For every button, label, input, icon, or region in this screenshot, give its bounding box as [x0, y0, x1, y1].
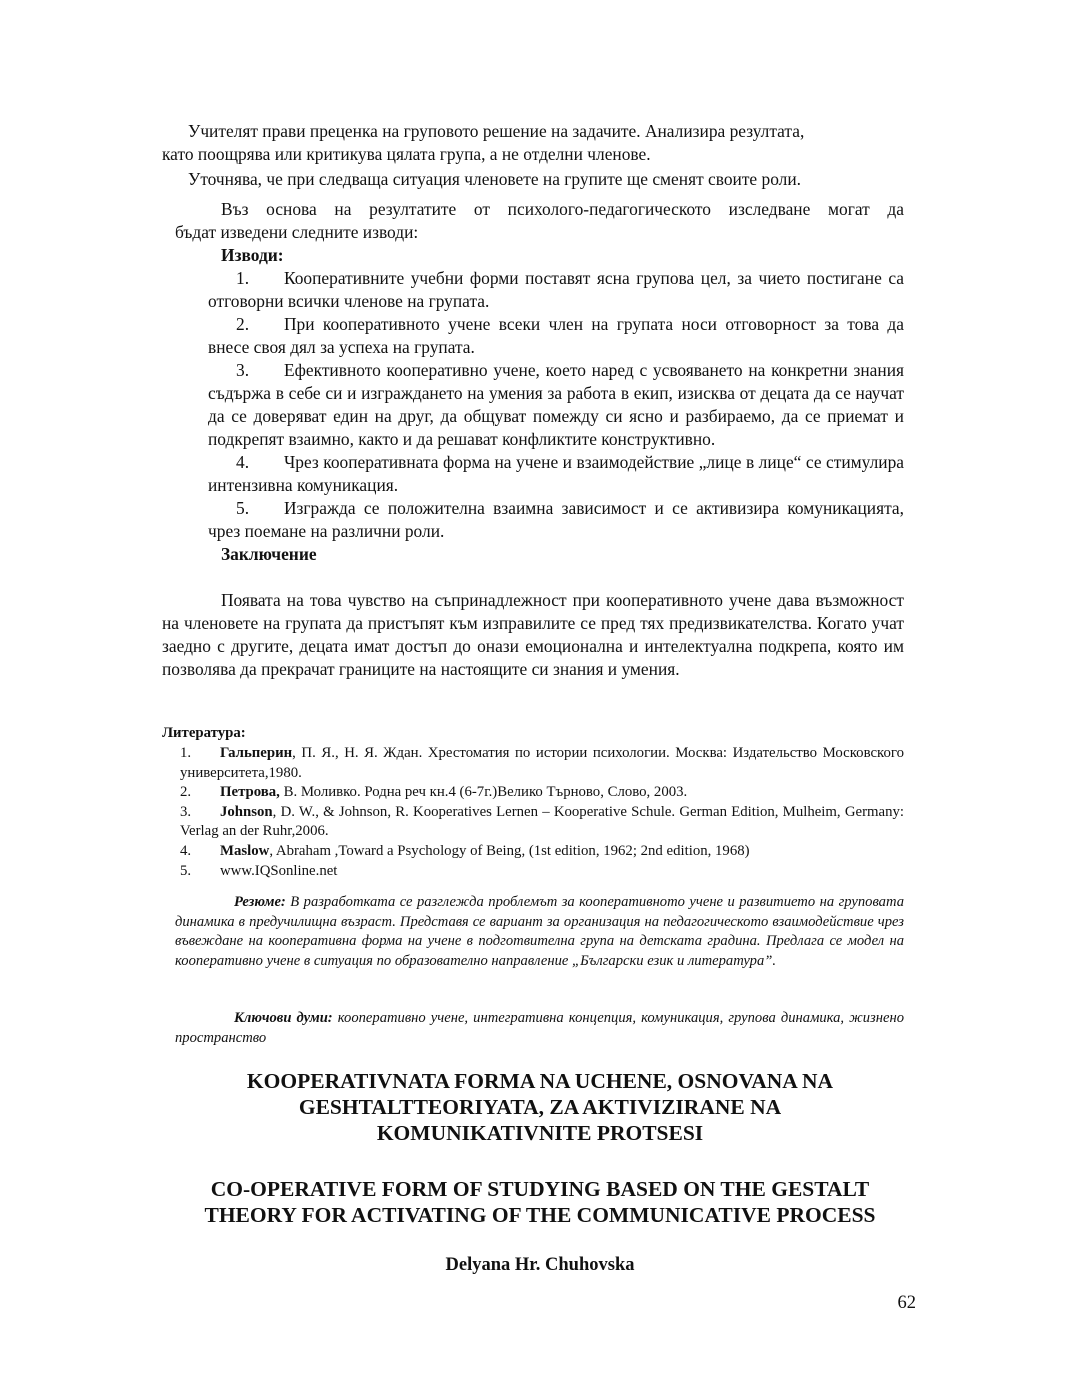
intro-paragraph-1-line-2: като поощрява или критикува цялата група, а не отделни членове.: [162, 144, 651, 164]
literature-item-author: Maslow: [220, 842, 270, 859]
abstract: [175, 893, 904, 971]
keywords-text: кооперативно учене, интегративна концепция, комуникация, групова динамика, жизнено пространство: [175, 1010, 904, 1046]
intro-paragraph-3-line-1: Въз основа на резултатите от психолого-педагогическото изследване могат да: [221, 199, 904, 219]
literature-item-details: В. Моливко. Родна реч кн.4 (6-7г.)Велико Търново, Слово, 2003.: [279, 784, 688, 801]
literature-item-number: 2.: [180, 784, 192, 801]
literature-item-number: 4.: [180, 842, 192, 859]
intro-paragraph-1-line-1: Учителят прави преценка на груповото решение на задачите. Анализира резултата,: [188, 121, 805, 141]
literature-item-details: , Abraham ,Toward a Psychology of Being, (1st edition, 1962; 2nd edition, 1968): [269, 842, 750, 859]
conclusion-item-1: [208, 267, 904, 313]
conclusion-text: Появата на това чувство на съпринадлежност при кооперативното учене дава възможност на членовете на групата да пристъпят към изправилите се пред тях предизвикателства. Когато учат заедно с другите, децата имат достъп до онази емоционална и интелектуална подкрепа, която им позволява да прекрачат границите на настоящите си знания и умения.: [162, 590, 904, 679]
title-translit-line-2: GESHTALTTEORIYATA, ZA AKTIVIZIRANE NA: [298, 1095, 782, 1119]
keywords-label: Ключови думи:: [234, 1010, 333, 1026]
literature-item-details: , D. W., & Johnson, R. Kooperatives Lernen – Kooperative Schule. German Edition, Mulheim, Germany: Verlag an der Ruhr,2006.: [180, 803, 904, 840]
conclusion-item-text: Изгражда се положителна взаимна зависимост и се активизира комуникацията, чрез поемане на различни роли.: [208, 498, 904, 541]
title-english-line-1: CO-OPERATIVE FORM OF STUDYING BASED ON THE GESTALT: [210, 1177, 870, 1201]
conclusions-list: [208, 267, 904, 566]
literature-list: [180, 744, 904, 881]
literature-item-author: Петрова,: [220, 784, 280, 801]
intro-paragraph-3-line-2: бъдат изведени следните изводи:: [175, 222, 419, 242]
conclusion-item-text: Ефективното кооперативно учене, което наред с усвояването на конкретни знания съдържа в себе си и изграждането на умения за работа в екип, изисква от децата да се научат да се доверяват един на друг, да общуват помежду си ясно и разбираемо, да се приемат и подкрепят взаимно, както и да решават конфликтите конструктивно.: [208, 360, 904, 449]
literature-item-number: 1.: [180, 745, 192, 761]
conclusion-item-3: [208, 359, 904, 451]
abstract-text: В разработката се разглежда проблемът за кооперативното учене и развитието на груповата динамика в предучилищна възраст. Представя се вариант за организация на педагогическото взаимодействие чрез въвеждане на кооперативна форма на учене в подготвителна група на детската градина. Предлага се модел на кооперативно учене в ситуация по образователно направление „Български език и литература”.: [175, 894, 904, 969]
conclusions-heading: Изводи:: [221, 245, 284, 265]
title-translit-line-1: KOOPERATIVNATA FORMA NA UCHENE, OSNOVANA NA: [246, 1069, 834, 1093]
conclusion-item-number: 2.: [236, 314, 250, 334]
conclusion-item-number: 1.: [236, 268, 250, 288]
literature-item-5: [180, 862, 904, 882]
intro-paragraph-3: [175, 198, 904, 244]
keywords: [175, 1009, 904, 1048]
conclusion-item-text: Кооперативните учебни форми поставят ясна групова цел, за чието постигане са отговорни всички членове на групата.: [208, 268, 904, 311]
title-translit-line-3: KOMUNIKATIVNITE PROTSESI: [376, 1121, 704, 1145]
conclusion-item-number: 3.: [236, 360, 250, 380]
title-transliterated: [140, 1068, 940, 1146]
literature-heading: Литература:: [162, 725, 246, 741]
literature-item-number: 3.: [180, 803, 192, 820]
title-english: [120, 1176, 960, 1228]
conclusion-item-5: [208, 497, 904, 543]
intro-section: [162, 120, 904, 191]
title-english-line-2: THEORY FOR ACTIVATING OF THE COMMUNICATIVE PROCESS: [204, 1203, 876, 1227]
page-number: 62: [897, 1293, 916, 1313]
keywords-paragraph: [175, 1009, 904, 1048]
conclusion-item-4: [208, 451, 904, 497]
literature-item-details: , П. Я., Н. Я. Ждан. Хрестоматия по истории психологии. Москва: Издательство Московского университета,1980.: [180, 745, 904, 781]
literature-item-author: Гальперин: [220, 745, 293, 761]
literature-item-2: [180, 783, 904, 803]
abstract-label: Резюме:: [234, 894, 286, 910]
conclusion-heading: Заключение: [221, 544, 317, 564]
conclusion-item-text: Чрез кооперативната форма на учене и взаимодействие „лице в лице“ се стимулира интензивна комуникация.: [208, 452, 904, 495]
literature-item-1: [180, 744, 904, 783]
abstract-paragraph: [175, 893, 904, 971]
conclusion-item-2: [208, 313, 904, 359]
conclusion-item-text: При кооперативното учене всеки член на групата носи отговорност за това да внесе своя дял за успеха на групата.: [208, 314, 904, 357]
conclusion-item-number: 5.: [236, 498, 250, 518]
conclusion-paragraph: [162, 589, 904, 681]
conclusion-item-number: 4.: [236, 452, 250, 472]
literature-item-3: [180, 803, 904, 842]
literature-item-number: 5.: [180, 862, 192, 879]
literature-item-4: [180, 842, 904, 862]
author-name: Delyana Hr. Chuhovska: [445, 1255, 635, 1275]
literature-item-author: Johnson: [220, 803, 273, 820]
literature-item-details: www.IQSonline.net: [220, 862, 338, 879]
intro-paragraph-2: Уточнява, че при следваща ситуация членовете на групите ще сменят своите роли.: [188, 169, 801, 189]
